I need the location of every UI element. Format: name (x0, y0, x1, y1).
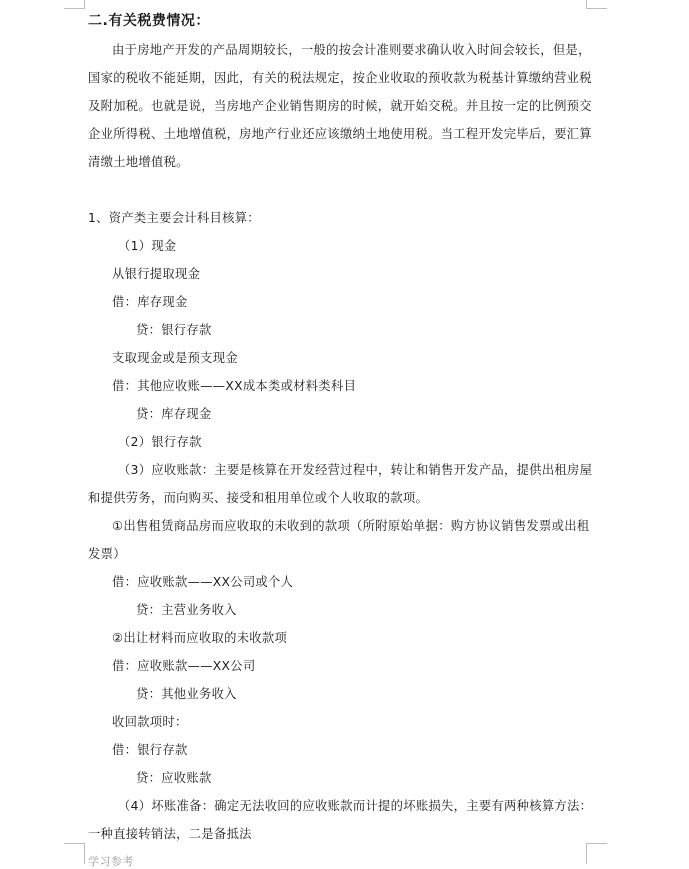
intro-line-1: 由于房地产开发的产品周期较长，一般的按会计准则要求确认收入时间会较长，但是， (112, 43, 591, 57)
cash-title: （1）现金 (118, 239, 177, 253)
crop-mark-top-right (586, 0, 607, 9)
receivable-item2-credit: 贷：其他业务收入 (136, 687, 237, 701)
bad-debt-line-2: 一种直接转销法，二是备抵法 (88, 827, 252, 841)
intro-line-5: 清缴土地增值税。 (88, 155, 189, 169)
cash-withdraw-credit: 贷：银行存款 (136, 323, 212, 337)
cash-withdraw-title: 从银行提取现金 (112, 267, 201, 281)
receivable-item1-debit: 借：应收账款——XX公司或个人 (112, 575, 294, 589)
receivable-item2-title: ②出让材料而应收取的未收款项 (112, 631, 288, 645)
cash-pay-debit: 借：其他应收账——XX成本类或材料类科目 (112, 379, 357, 393)
receivable-item2-debit: 借：应收账款——XX公司 (112, 659, 256, 673)
intro-line-4: 企业所得税、土地增值税，房地产行业还应该缴纳土地使用税。当工程开发完毕后，要汇算 (88, 127, 592, 141)
intro-line-2: 国家的税收不能延期，因此，有关的税法规定，按企业收取的预收款为税基计算缴纳营业税 (88, 71, 592, 85)
crop-mark-bottom-left (64, 843, 85, 864)
receivable-collect-debit: 借：银行存款 (112, 743, 188, 757)
receivable-item1-line-1: ①出售租赁商品房而应收取的未收到的款项（所附原始单据：购方协议销售发票或出租 (112, 519, 590, 533)
receivable-title-line-2: 和提供劳务，而向购买、接受和租用单位或个人收取的款项。 (88, 491, 429, 505)
cash-withdraw-debit: 借：库存现金 (112, 295, 188, 309)
receivable-collect-title: 收回款项时： (112, 715, 188, 729)
footer-label: 学习参考 (88, 855, 134, 868)
cash-pay-credit: 贷：库存现金 (136, 407, 212, 421)
intro-line-3: 及附加税。也就是说，当房地产企业销售期房的时候，就开始交税。并且按一定的比例预交 (88, 99, 592, 113)
section-heading: 二.有关税费情况： (88, 13, 210, 29)
bad-debt-line-1: （4）坏账准备：确定无法收回的应收账款而计提的坏账损失，主要有两种核算方法： (118, 799, 593, 813)
receivable-title-line-1: （3）应收账款：主要是核算在开发经营过程中，转让和销售开发产品，提供出租房屋 (118, 463, 593, 477)
crop-mark-bottom-right (586, 843, 607, 864)
receivable-item1-credit: 贷：主营业务收入 (136, 603, 237, 617)
crop-mark-top-left (64, 0, 85, 9)
bank-title: （2）银行存款 (118, 435, 202, 449)
cash-pay-title: 支取现金或是预支现金 (112, 351, 238, 365)
receivable-item1-line-2: 发票） (88, 547, 126, 561)
asset-heading: 1、资产类主要会计科目核算： (88, 211, 260, 225)
receivable-collect-credit: 贷：应收账款 (136, 771, 212, 785)
